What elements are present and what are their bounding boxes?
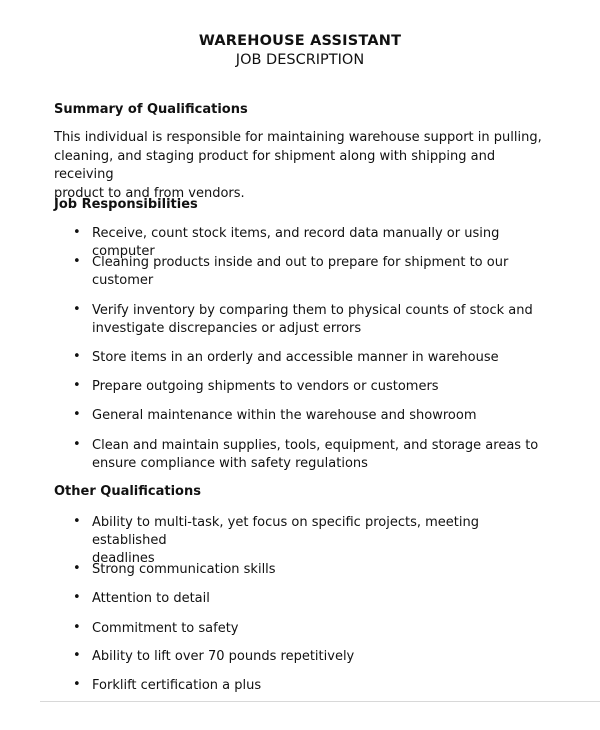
summary-line: product to and from vendors. <box>54 185 245 201</box>
list-item-line: Store items in an orderly and accessible manner in warehouse <box>92 350 499 365</box>
list-item-line: Ability to lift over 70 pounds repetitively <box>92 649 355 664</box>
list-item-line: Ability to multi-task, yet focus on specific projects, meeting established <box>92 515 479 548</box>
bullet-icon: • <box>73 648 81 663</box>
summary-line: cleaning, and staging product for shipment along with shipping and receiving <box>54 148 496 182</box>
list-item-line: Clean and maintain supplies, tools, equipment, and storage areas to <box>92 438 539 453</box>
summary-paragraph <box>54 129 554 203</box>
bullet-icon: • <box>73 514 81 529</box>
bullet-icon: • <box>73 590 81 605</box>
summary-line: This individual is responsible for maintaining warehouse support in pulling, <box>54 130 542 145</box>
summary-heading: Summary of Qualifications <box>54 102 248 117</box>
document-title: WAREHOUSE ASSISTANT <box>198 33 402 49</box>
list-item-line: Cleaning products inside and out to prepare for shipment to our <box>92 255 509 270</box>
bullet-icon: • <box>73 561 81 576</box>
bullet-icon: • <box>73 349 81 364</box>
footer-divider <box>40 701 600 702</box>
list-item-line: Strong communication skills <box>92 562 276 577</box>
list-item-line: ensure compliance with safety regulations <box>92 456 368 471</box>
bullet-icon: • <box>73 378 81 393</box>
bullet-icon: • <box>73 407 81 422</box>
bullet-icon: • <box>73 225 81 240</box>
bullet-icon: • <box>73 254 81 269</box>
list-item-line: Commitment to safety <box>92 621 239 636</box>
list-item-line: customer <box>92 273 154 288</box>
list-item-line: deadlines <box>92 551 155 566</box>
list-item-line: Attention to detail <box>92 591 210 606</box>
bullet-icon: • <box>73 437 81 452</box>
document-subtitle: JOB DESCRIPTION <box>235 52 365 68</box>
bullet-icon: • <box>73 620 81 635</box>
list-item-line: Prepare outgoing shipments to vendors or customers <box>92 379 439 394</box>
list-item-line: Receive, count stock items, and record data manually or using computer <box>92 226 500 259</box>
other-qualifications-heading: Other Qualifications <box>54 484 201 499</box>
responsibilities-heading: Job Responsibilities <box>54 197 198 212</box>
bullet-icon: • <box>73 302 81 317</box>
list-item-line: investigate discrepancies or adjust errors <box>92 321 362 336</box>
list-item-line: General maintenance within the warehouse and showroom <box>92 408 477 423</box>
bullet-icon: • <box>73 677 81 692</box>
list-item-line: Forklift certification a plus <box>92 678 262 693</box>
list-item-line: Verify inventory by comparing them to physical counts of stock and <box>92 303 533 318</box>
